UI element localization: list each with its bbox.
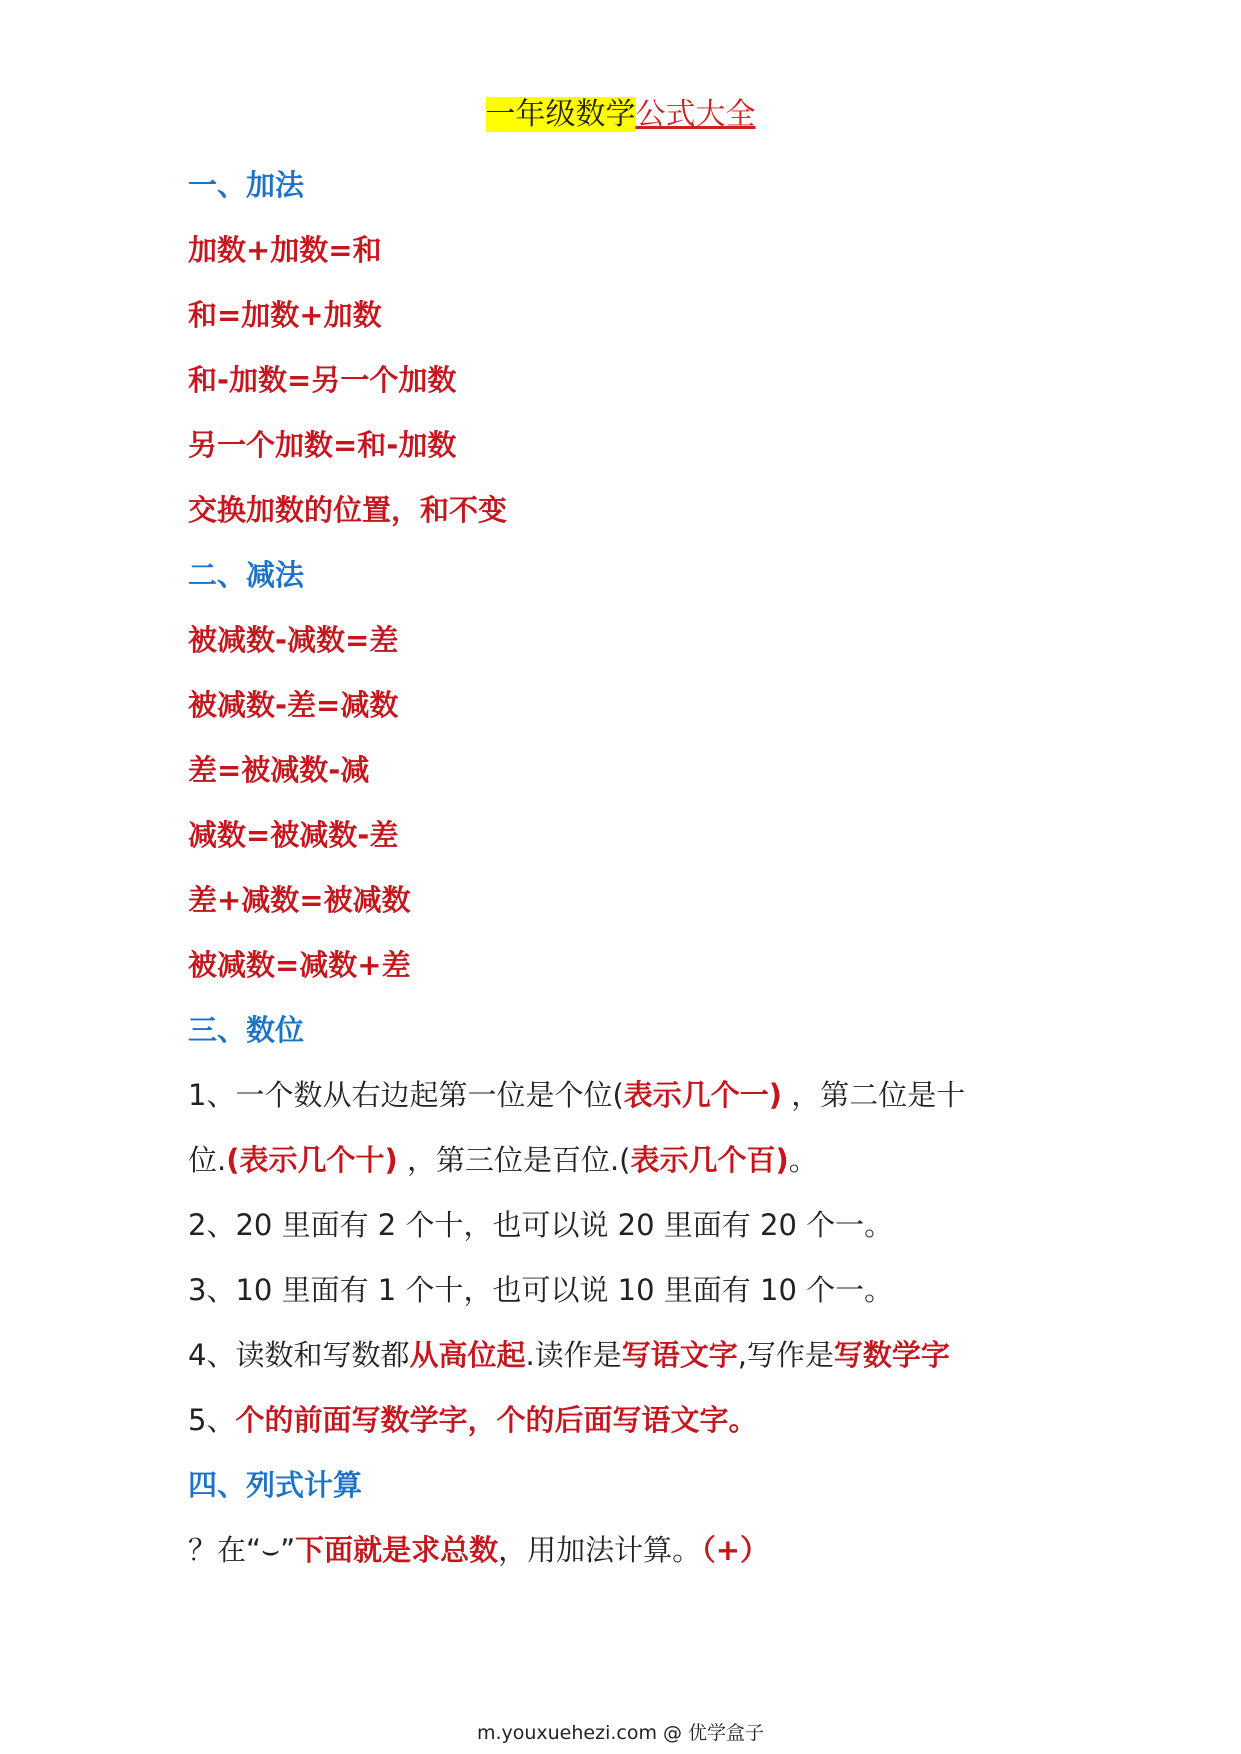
text-run: ，第二位是十 <box>782 1078 966 1112</box>
emphasis-run: 个的前面写数学字，个的后面写语文字。 <box>235 1403 758 1437</box>
emphasis-run: 下面就是求总数 <box>295 1533 499 1567</box>
subtraction-formula-1: 被减数-减数=差 <box>188 623 399 657</box>
emphasis-run: (表示几个十) <box>226 1143 398 1177</box>
place-value-item-5 <box>188 1395 1088 1460</box>
page-title <box>0 90 1241 140</box>
emphasis-run: 从高位起 <box>409 1338 526 1372</box>
subtraction-formula-5: 差+减数=被减数 <box>188 883 411 917</box>
emphasis-run: 写数学字 <box>833 1338 950 1372</box>
text-run: .读作是 <box>525 1338 622 1372</box>
addition-formula-1: 加数+加数=和 <box>188 233 382 267</box>
equation-item-1 <box>188 1525 1088 1590</box>
text-run: 。 <box>788 1143 818 1177</box>
emphasis-run: 表示几个一) <box>623 1078 783 1112</box>
text-run: ？在“ <box>188 1533 262 1567</box>
text-run: ” <box>280 1533 296 1567</box>
emphasis-run: （+） <box>701 1533 769 1567</box>
title-highlight: 一年级数学 <box>485 97 636 132</box>
section-heading-addition: 一、加法 <box>188 168 305 202</box>
footer-source: m.youxuehezi.com @ 优学盒子 <box>476 1722 765 1744</box>
text-run: 5、 <box>188 1403 236 1437</box>
text-run: 4、读数和写数都 <box>188 1338 410 1372</box>
subtraction-formula-4: 减数=被减数-差 <box>188 818 399 852</box>
place-value-item-4 <box>188 1330 1088 1395</box>
addition-formula-4: 另一个加数=和-加数 <box>188 428 457 462</box>
addition-formula-2: 和=加数+加数 <box>188 298 382 332</box>
document-body <box>188 160 1088 1590</box>
subtraction-formula-2: 被减数-差=减数 <box>188 688 399 722</box>
subtraction-formula-6: 被减数=减数+差 <box>188 948 411 982</box>
emphasis-run: 表示几个百) <box>630 1143 789 1177</box>
addition-formula-5: 交换加数的位置，和不变 <box>188 493 508 527</box>
section-heading-subtraction: 二、减法 <box>188 558 305 592</box>
place-value-item-3: 3、10 里面有 1 个十，也可以说 10 里面有 10 个一。 <box>188 1273 894 1307</box>
title-underlined: 公式大全 <box>635 97 756 132</box>
text-run: 1、一个数从右边起第一位是个位( <box>188 1078 624 1112</box>
text-run: 位. <box>188 1143 227 1177</box>
place-value-item-2: 2、20 里面有 2 个十，也可以说 20 里面有 20 个一。 <box>188 1208 894 1242</box>
subtraction-formula-3: 差=被减数-减 <box>188 753 370 787</box>
text-run: ，用加法计算。 <box>498 1533 702 1567</box>
text-run: ,写作是 <box>737 1338 834 1372</box>
place-value-item-1-line-2 <box>188 1135 1088 1200</box>
place-value-item-1-line-1 <box>188 1070 1088 1135</box>
brace-symbol: ⌣ <box>261 1533 281 1567</box>
addition-formula-3: 和-加数=另一个加数 <box>188 363 457 397</box>
section-heading-equation: 四、列式计算 <box>188 1468 363 1502</box>
section-heading-place-value: 三、数位 <box>188 1013 305 1047</box>
text-run: ，第三位是百位.( <box>397 1143 631 1177</box>
emphasis-run: 写语文字 <box>621 1338 738 1372</box>
